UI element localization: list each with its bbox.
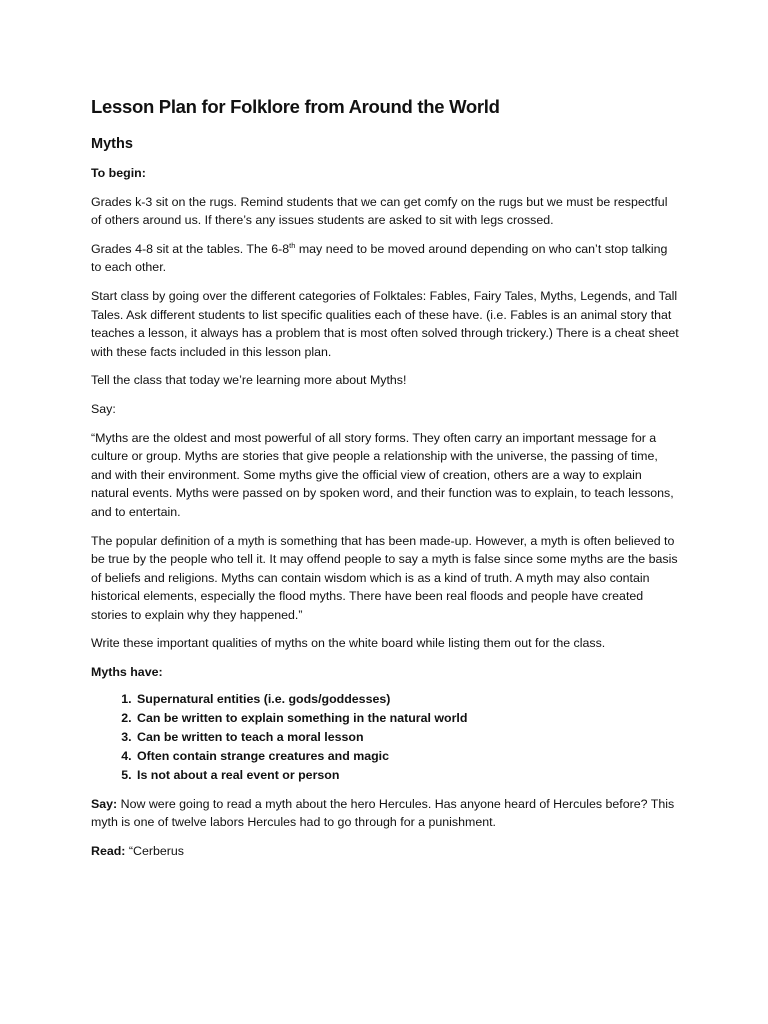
section-heading: Myths [91,136,133,152]
paragraph-say-hercules [91,795,681,832]
say-label: Say: [91,401,116,416]
paragraph-quote-2: The popular definition of a myth is something that has been made-up. However, a myth is often believed to be true by the people who tell it. It may offend people to say a myth is false since some myths are the basis of beliefs and religions. Myths can contain wisdom which is as a kind of truth. A myth may also contain historical elements, especially the flood myths. There have been real floods and people have created stories to explain why they happened.” [91,533,678,622]
say-hercules-text: Now were going to read a myth about the hero Hercules. Has anyone heard of Hercules before? This myth is one of twelve labors Hercules had to go through for a punishment. [91,796,675,830]
myths-have-list [91,690,681,785]
list-item: 5. Is not about a real event or person [135,766,681,785]
grades-4-8-text-b: may need to be moved around depending on who can’t stop talking to each other. [91,241,668,275]
paragraph-quote-1: “Myths are the oldest and most powerful of all story forms. They often carry an important message for a culture or group. Myths are stories that give people a relationship with the universe, the passing of time, and with their environment. Some myths give the official view of creation, others are a way to explain natural events. Myths were passed on by spoken word, and their function was to explain, to teach lessons, and to entertain. [91,430,674,519]
document-title: Lesson Plan for Folklore from Around the World [91,96,500,117]
say-hercules-label: Say: [91,796,118,811]
paragraph-grades-4-8 [91,240,681,277]
paragraph-grades-k3: Grades k-3 sit on the rugs. Remind students that we can get comfy on the rugs but we must be respectful of others around us. If there’s any issues students are asked to sit with legs crossed. [91,194,668,228]
paragraph-read [91,842,681,861]
read-text: “Cerberus [125,843,184,858]
list-item: 1. Supernatural entities (i.e. gods/goddesses) [135,690,681,709]
paragraph-start-class: Start class by going over the different categories of Folktales: Fables, Fairy Tales, Myths, Legends, and Tall Tales. Ask different students to list specific qualities each of these have. (i.e. Fables is an animal story that teaches a lesson, it always has a problem that is most often solved through trickery.) There is a cheat sheet with these facts included in this lesson plan. [91,288,679,359]
list-item: 4. Often contain strange creatures and magic [135,747,681,766]
document-page [91,96,681,870]
myths-have-label: Myths have: [91,665,163,680]
paragraph-tell-class: Tell the class that today we’re learning more about Myths! [91,373,407,388]
list-item: 2. Can be written to explain something in the natural world [135,709,681,728]
paragraph-write-qualities: Write these important qualities of myths on the white board while listing them out for the class. [91,636,606,651]
read-label: Read: [91,843,126,858]
list-item: 3. Can be written to teach a moral lesson [135,728,681,747]
to-begin-label: To begin: [91,166,146,180]
grades-4-8-superscript: th [289,240,296,250]
grades-4-8-text-a: Grades 4-8 sit at the tables. The 6-8 [91,241,290,256]
